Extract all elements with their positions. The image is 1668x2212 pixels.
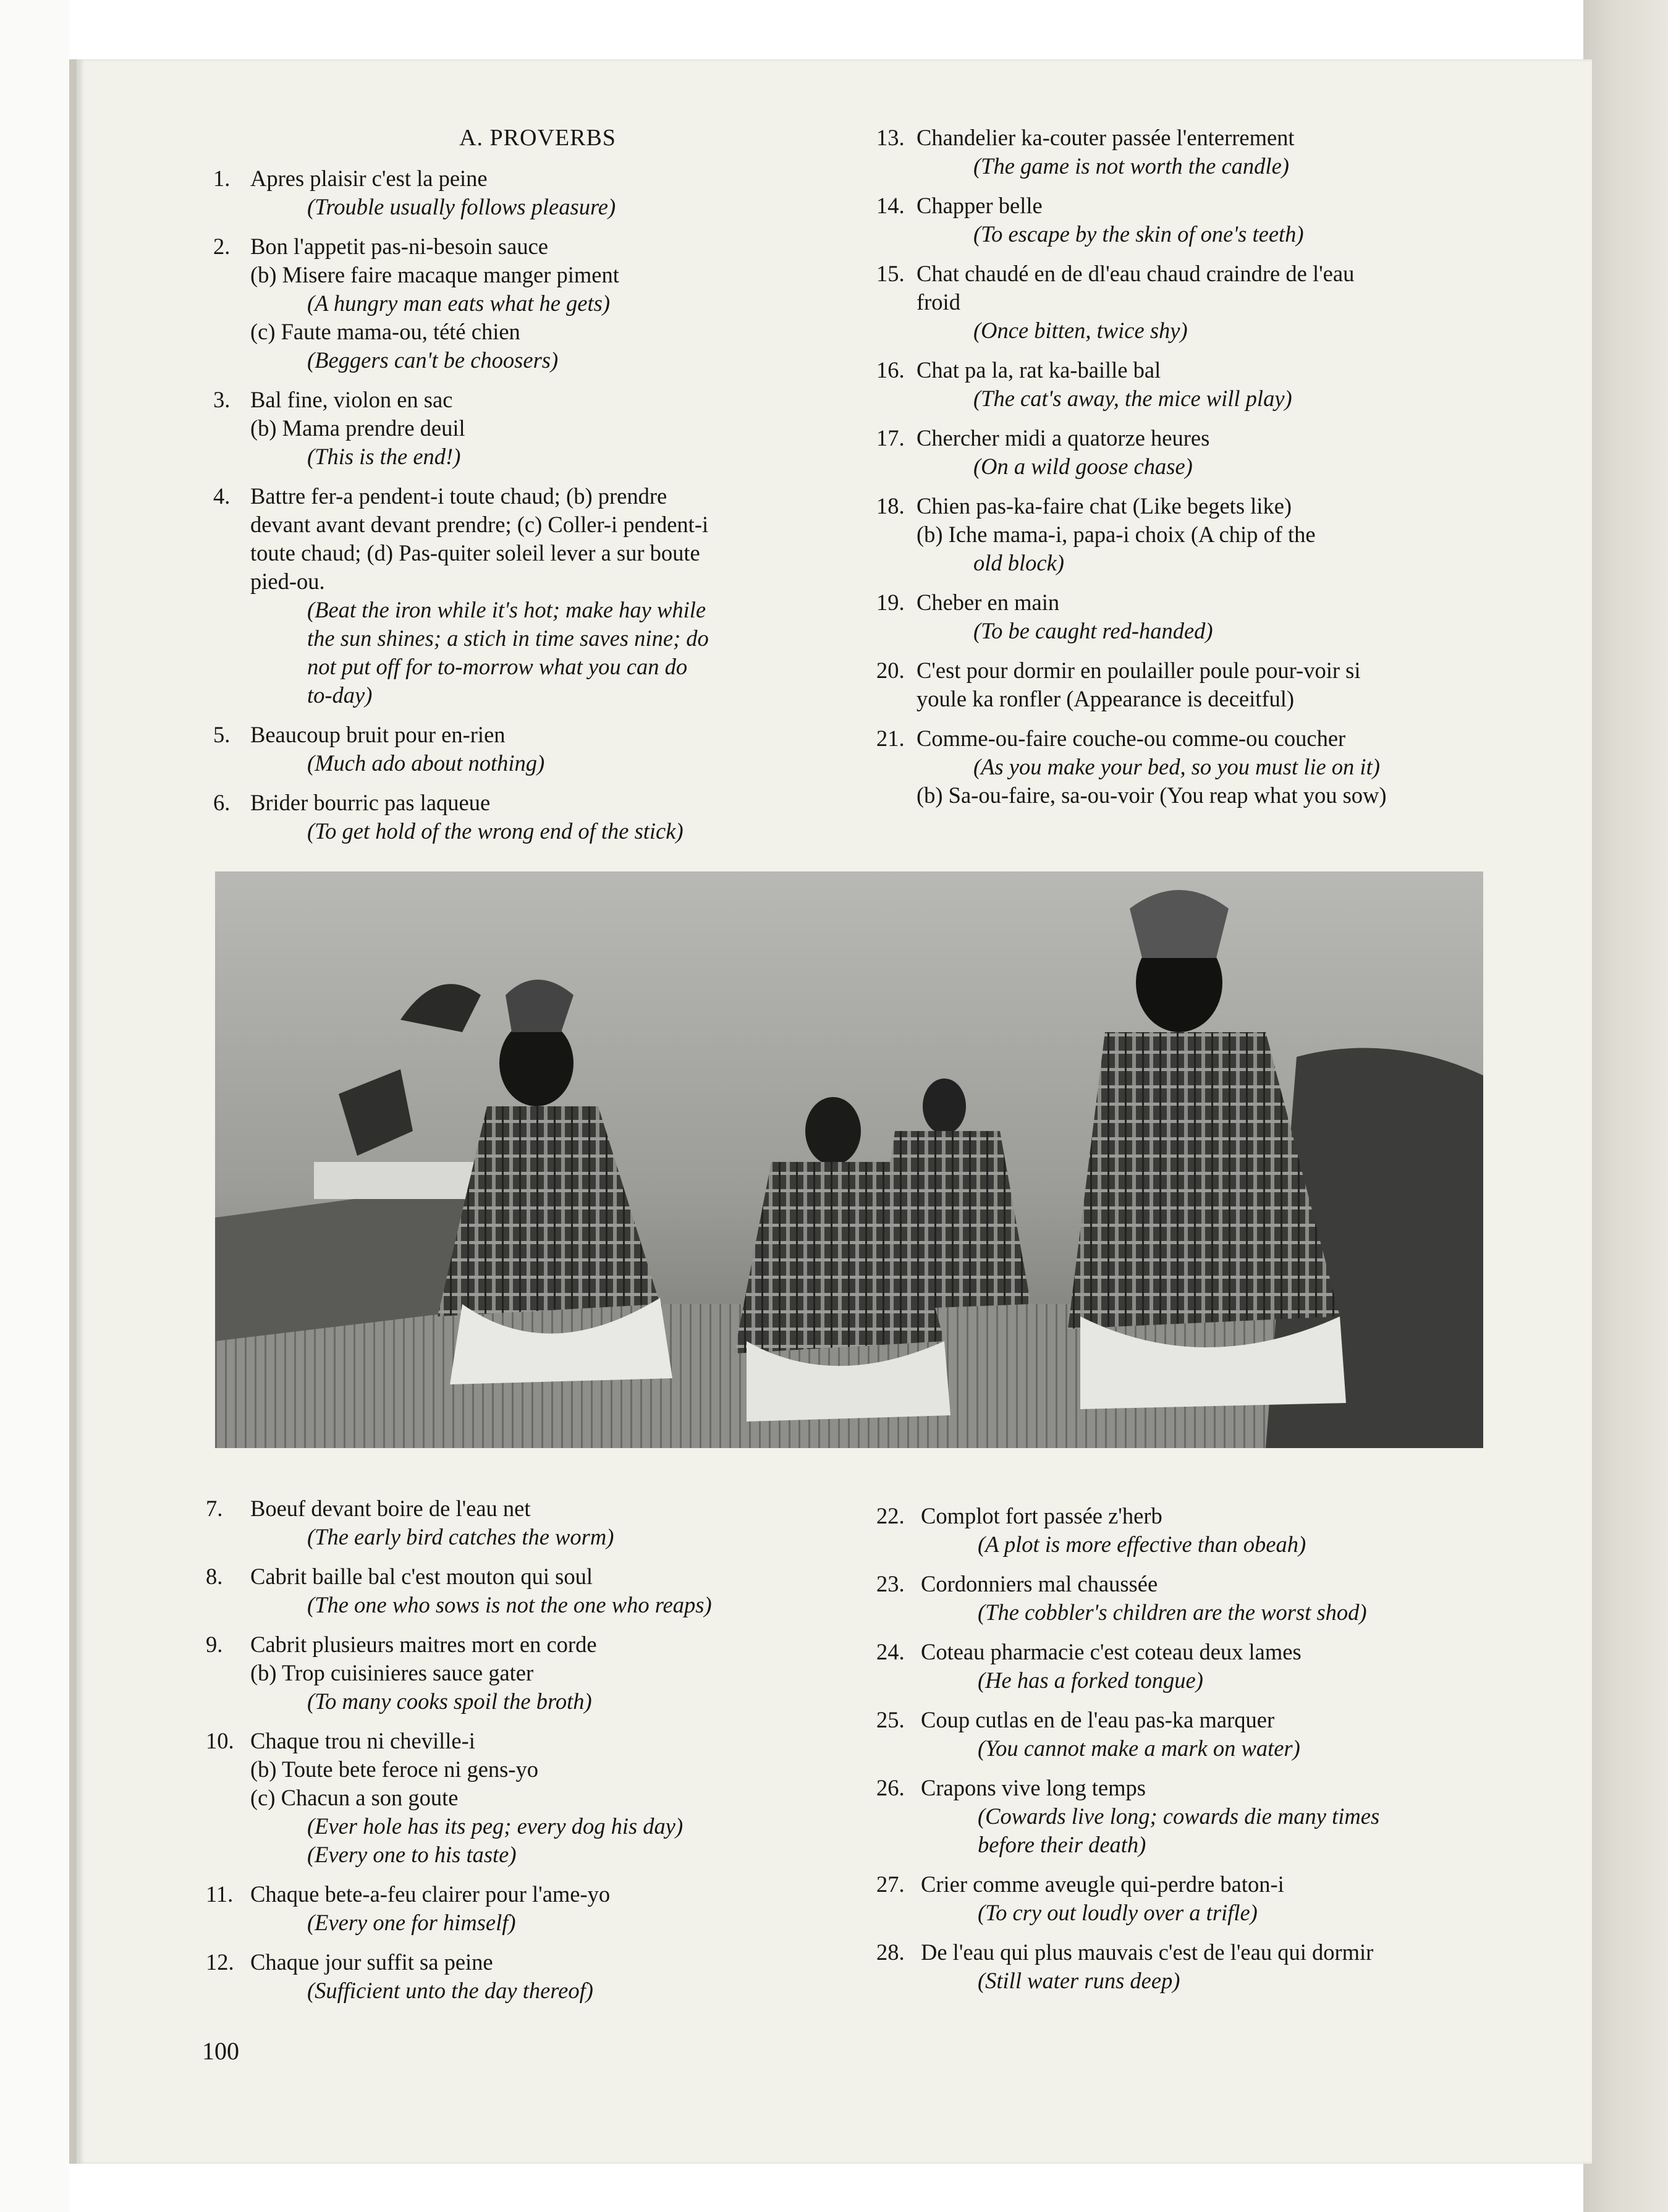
proverb-number: 13. xyxy=(876,125,905,150)
proverb-translation: before their death) xyxy=(978,1832,1146,1857)
proverb-text: Chat chaudé en de dl'eau chaud craindre de l'eau xyxy=(917,261,1355,286)
proverb-item xyxy=(876,588,1497,645)
proverb-text: Brider bourric pas laqueue xyxy=(250,790,491,815)
proverb-translation: (The cobbler's children are the worst shod) xyxy=(978,1600,1367,1625)
proverb-item xyxy=(206,1562,799,1619)
proverb-number: 27. xyxy=(876,1871,905,1897)
proverbs-column-left-top xyxy=(213,124,788,857)
proverb-item xyxy=(876,1938,1497,1995)
proverbs-column-left-bottom xyxy=(206,1494,799,2016)
proverb-number: 23. xyxy=(876,1571,905,1596)
proverb-item xyxy=(876,492,1497,577)
proverb-number: 28. xyxy=(876,1939,905,1965)
proverb-number: 3. xyxy=(213,387,231,412)
proverb-item xyxy=(206,1630,799,1716)
proverb-item xyxy=(876,656,1497,713)
proverb-translation: (Beggers can't be choosers) xyxy=(307,347,559,373)
proverb-item xyxy=(876,1638,1497,1695)
proverb-number: 17. xyxy=(876,425,905,451)
proverb-item xyxy=(213,164,788,221)
proverb-number: 21. xyxy=(876,726,905,751)
proverb-text: Bal fine, violon en sac xyxy=(250,387,453,412)
proverb-text: Chandelier ka-couter passée l'enterrement xyxy=(917,125,1295,150)
proverb-number: 10. xyxy=(206,1728,234,1753)
proverb-text: Beaucoup bruit pour en-rien xyxy=(250,722,506,747)
proverb-text: Chaque trou ni cheville-i xyxy=(250,1728,475,1753)
proverb-translation: (Still water runs deep) xyxy=(978,1968,1180,1993)
proverb-text: Chapper belle xyxy=(917,193,1043,218)
proverb-number: 1. xyxy=(213,166,231,191)
proverb-text: Crapons vive long temps xyxy=(921,1775,1146,1800)
proverb-number: 20. xyxy=(876,658,905,683)
proverb-number: 7. xyxy=(206,1496,223,1521)
proverb-translation: not put off for to-morrow what you can do xyxy=(307,654,688,679)
proverb-text: Chaque bete-a-feu clairer pour l'ame-yo xyxy=(250,1881,611,1907)
proverb-translation: (Ever hole has its peg; every dog his day) xyxy=(307,1813,684,1839)
proverbs-column-right-bottom xyxy=(876,1502,1497,2006)
proverb-translation: (To be caught red-handed) xyxy=(973,618,1213,643)
proverb-translation: (Sufficient unto the day thereof) xyxy=(307,1978,593,2003)
proverb-translation: (Every one to his taste) xyxy=(307,1842,517,1867)
proverb-item xyxy=(206,1948,799,2005)
proverb-text: Battre fer-a pendent-i toute chaud; (b) prendre xyxy=(250,483,667,509)
proverb-number: 8. xyxy=(206,1564,223,1589)
proverb-item xyxy=(213,482,788,710)
proverb-item xyxy=(876,1502,1497,1559)
proverb-text: Bon l'appetit pas-ni-besoin sauce xyxy=(250,234,548,259)
proverb-text: Crier comme aveugle qui-perdre baton-i xyxy=(921,1871,1284,1897)
proverb-number: 11. xyxy=(206,1881,234,1907)
scan-margin-right xyxy=(1583,0,1668,2212)
proverb-text: (b) Toute bete feroce ni gens-yo xyxy=(250,1756,539,1782)
proverb-number: 22. xyxy=(876,1503,905,1528)
page-number: 100 xyxy=(202,2037,239,2065)
proverb-translation: (He has a forked tongue) xyxy=(978,1667,1203,1693)
proverb-item xyxy=(213,789,788,845)
proverb-translation: (Once bitten, twice shy) xyxy=(973,318,1188,343)
proverb-translation: (The cat's away, the mice will play) xyxy=(973,386,1292,411)
proverb-item xyxy=(876,356,1497,413)
proverb-number: 12. xyxy=(206,1949,234,1975)
proverb-text: (b) Sa-ou-faire, sa-ou-voir (You reap what you sow) xyxy=(917,782,1387,808)
proverb-translation: (To many cooks spoil the broth) xyxy=(307,1689,592,1714)
proverb-number: 4. xyxy=(213,483,231,509)
proverb-text: Cabrit plusieurs maitres mort en corde xyxy=(250,1632,597,1657)
proverb-list xyxy=(213,164,788,845)
proverb-item xyxy=(206,1494,799,1551)
proverb-translation: old block) xyxy=(973,550,1064,575)
proverb-translation: (To get hold of the wrong end of the stick) xyxy=(307,818,684,844)
proverb-number: 5. xyxy=(213,722,231,747)
proverb-translation: (This is the end!) xyxy=(307,444,461,469)
proverb-text: Chaque jour suffit sa peine xyxy=(250,1949,493,1975)
proverb-number: 26. xyxy=(876,1775,905,1800)
proverb-text: froid xyxy=(917,289,960,315)
proverb-text: (c) Faute mama-ou, tété chien xyxy=(250,319,520,344)
proverb-text: Complot fort passée z'herb xyxy=(921,1503,1162,1528)
proverb-item xyxy=(876,1706,1497,1763)
proverb-number: 18. xyxy=(876,493,905,519)
proverb-item xyxy=(876,424,1497,481)
proverb-translation: (To escape by the skin of one's teeth) xyxy=(973,221,1304,247)
proverb-number: 24. xyxy=(876,1639,905,1664)
proverb-item xyxy=(876,1570,1497,1627)
proverb-text: De l'eau qui plus mauvais c'est de l'eau qui dormir xyxy=(921,1939,1374,1965)
proverb-text: Cabrit baille bal c'est mouton qui soul xyxy=(250,1564,593,1589)
proverb-text: (c) Chacun a son goute xyxy=(250,1785,459,1810)
proverb-text: Chercher midi a quatorze heures xyxy=(917,425,1210,451)
proverb-item xyxy=(876,260,1497,345)
proverb-text: Coteau pharmacie c'est coteau deux lames xyxy=(921,1639,1302,1664)
proverb-text: toute chaud; (d) Pas-quiter soleil lever a sur boute xyxy=(250,540,700,566)
proverb-text: (b) Trop cuisinieres sauce gater xyxy=(250,1660,534,1685)
proverb-translation: (Trouble usually follows pleasure) xyxy=(307,194,616,219)
proverb-translation: (The game is not worth the candle) xyxy=(973,153,1289,179)
proverb-number: 19. xyxy=(876,590,905,615)
proverb-item xyxy=(206,1727,799,1869)
proverb-text: Coup cutlas en de l'eau pas-ka marquer xyxy=(921,1707,1275,1732)
proverb-item xyxy=(876,124,1497,180)
proverb-number: 9. xyxy=(206,1632,223,1657)
proverb-translation: (A hungry man eats what he gets) xyxy=(307,290,610,316)
proverb-text: Apres plaisir c'est la peine xyxy=(250,166,488,191)
dancers-photograph xyxy=(215,871,1483,1448)
proverb-text: Chat pa la, rat ka-baille bal xyxy=(917,357,1161,383)
proverb-number: 16. xyxy=(876,357,905,383)
proverb-translation: the sun shines; a stich in time saves nine; do xyxy=(307,625,709,651)
proverb-text: pied-ou. xyxy=(250,569,325,594)
proverb-item xyxy=(206,1880,799,1937)
proverb-text: Chien pas-ka-faire chat (Like begets like) xyxy=(917,493,1292,519)
proverb-text: devant avant devant prendre; (c) Coller-i pendent-i xyxy=(250,512,709,537)
proverb-translation: (You cannot make a mark on water) xyxy=(978,1735,1300,1761)
proverb-item xyxy=(876,192,1497,248)
proverb-translation: (To cry out loudly over a trifle) xyxy=(978,1900,1258,1925)
proverb-text: youle ka ronfler (Appearance is deceitful) xyxy=(917,686,1295,711)
proverb-item xyxy=(213,721,788,778)
proverb-list xyxy=(206,1494,799,2005)
proverb-translation: (Much ado about nothing) xyxy=(307,750,545,776)
proverb-number: 14. xyxy=(876,193,905,218)
proverb-item xyxy=(876,1774,1497,1859)
proverb-text: Comme-ou-faire couche-ou comme-ou coucher xyxy=(917,726,1346,751)
proverb-translation: (The one who sows is not the one who reaps) xyxy=(307,1592,712,1617)
proverb-number: 2. xyxy=(213,234,231,259)
proverb-text: (b) Mama prendre deuil xyxy=(250,415,465,441)
proverb-item xyxy=(876,724,1497,810)
scan-margin-left xyxy=(0,0,69,2212)
proverbs-column-right-top xyxy=(876,124,1497,821)
proverb-number: 6. xyxy=(213,790,231,815)
proverb-item xyxy=(213,232,788,375)
proverb-item xyxy=(876,1870,1497,1927)
proverb-text: (b) Misere faire macaque manger piment xyxy=(250,262,619,287)
section-title: A. PROVERBS xyxy=(459,125,616,151)
proverb-translation: (A plot is more effective than obeah) xyxy=(978,1532,1306,1557)
proverb-number: 25. xyxy=(876,1707,905,1732)
proverb-translation: (As you make your bed, so you must lie on it) xyxy=(973,754,1380,779)
proverb-text: C'est pour dormir en poulailler poule pour-voir si xyxy=(917,658,1361,683)
proverb-translation: (Cowards live long; cowards die many times xyxy=(978,1803,1380,1829)
proverb-number: 15. xyxy=(876,261,905,286)
proverb-text: Cheber en main xyxy=(917,590,1060,615)
proverb-text: Boeuf devant boire de l'eau net xyxy=(250,1496,531,1521)
proverb-translation: (Every one for himself) xyxy=(307,1910,516,1935)
proverb-translation: (The early bird catches the worm) xyxy=(307,1524,614,1549)
proverb-item xyxy=(213,386,788,471)
proverb-translation: (On a wild goose chase) xyxy=(973,454,1193,479)
proverb-text: Cordonniers mal chaussée xyxy=(921,1571,1158,1596)
proverb-list xyxy=(876,1502,1497,1995)
proverb-list xyxy=(876,124,1497,810)
proverb-translation: (Beat the iron while it's hot; make hay while xyxy=(307,597,706,622)
proverb-text: (b) Iche mama-i, papa-i choix (A chip of the xyxy=(917,522,1316,547)
proverb-translation: to-day) xyxy=(307,682,373,708)
